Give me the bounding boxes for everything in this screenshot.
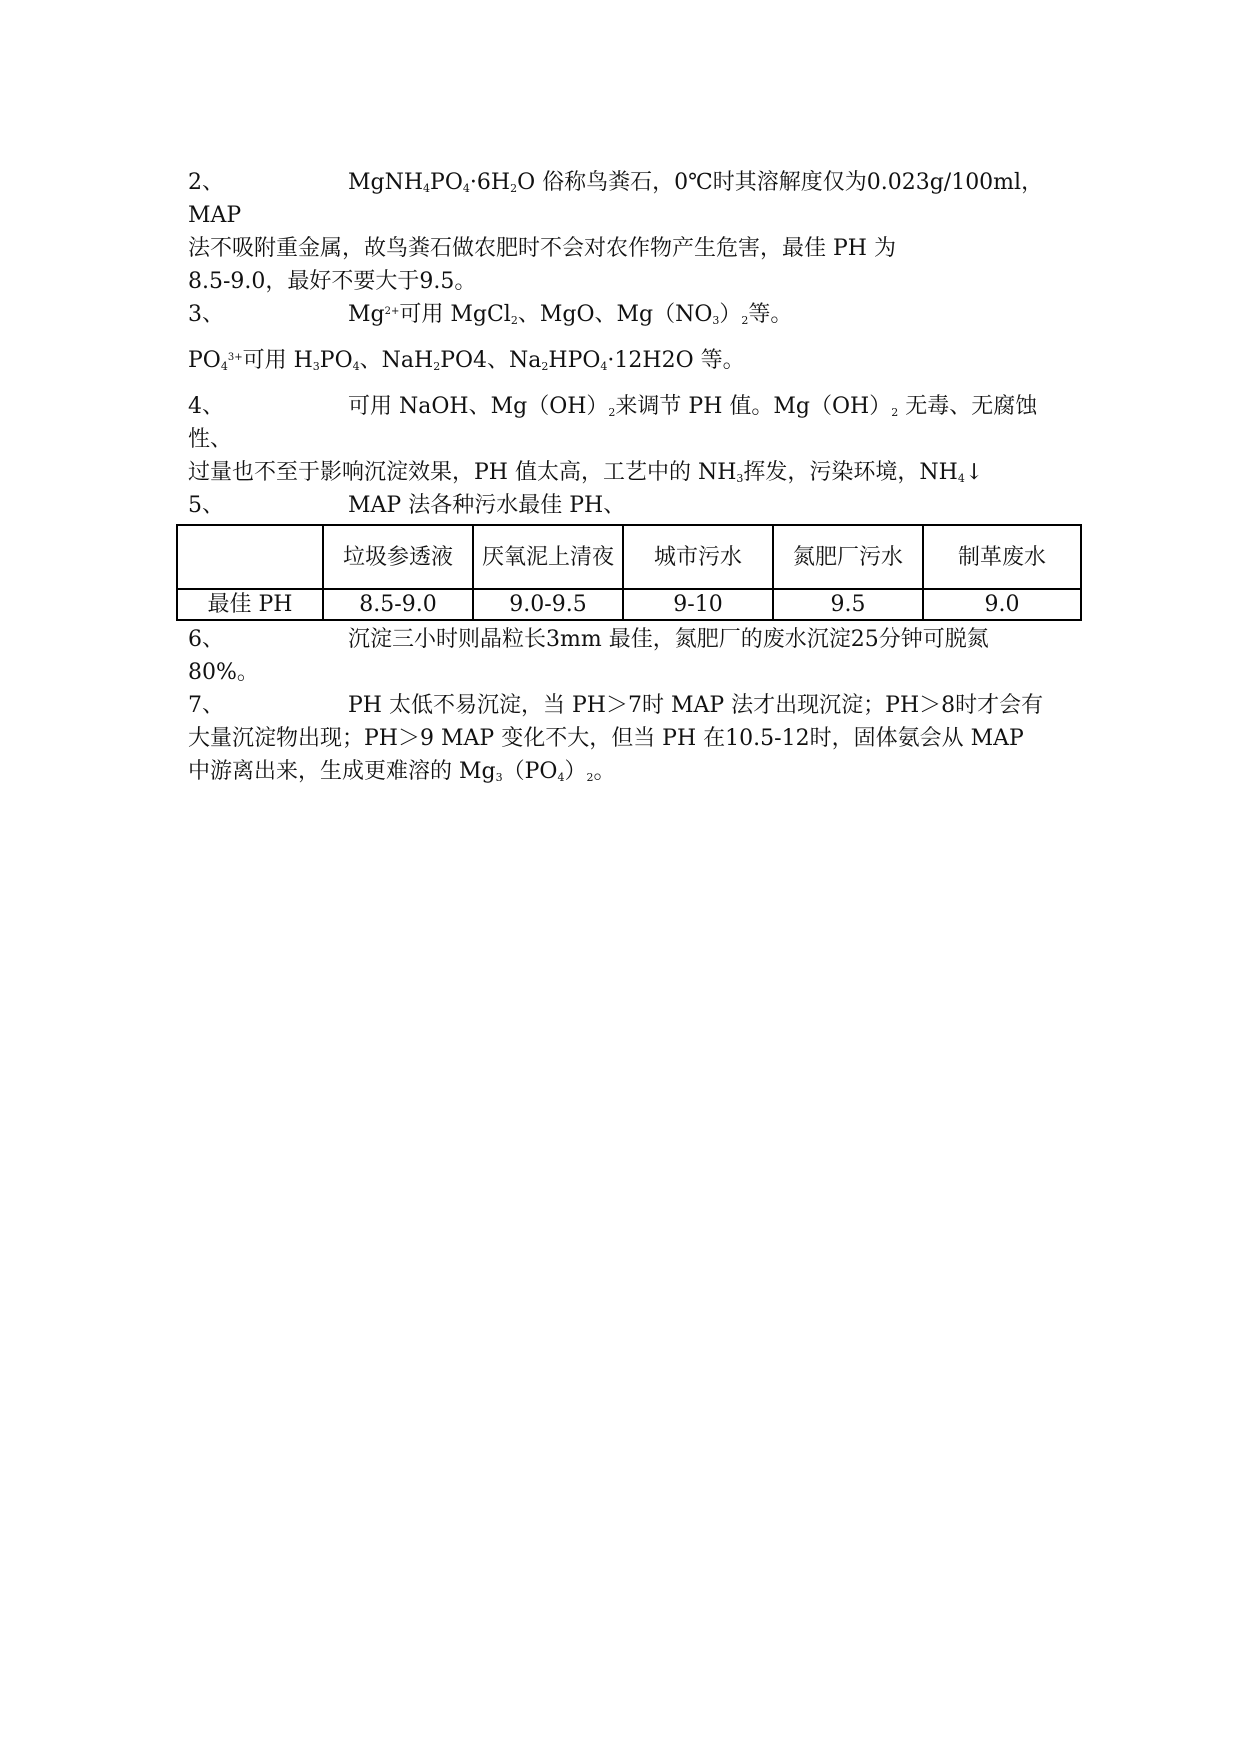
- superscript: 2+: [384, 306, 400, 317]
- ph-table-header-cell: 氮肥厂污水: [773, 525, 923, 589]
- item-number: 6、: [188, 627, 224, 652]
- subscript: 3: [736, 472, 744, 485]
- subscript: 4: [600, 360, 608, 373]
- paragraph-line: 中游离出来，生成更难溶的 $Mg_3(PO_4)_2$。: [188, 759, 616, 784]
- superscript: 3+: [227, 352, 243, 363]
- item-number: 5、: [188, 493, 224, 518]
- paragraph-line: 大量沉淀物出现；PH＞9 MAP 变化不大，但当 PH 在10.5-12时，固体氨会从 MAP: [188, 726, 1024, 751]
- item-number: 7、: [188, 693, 224, 718]
- item-number: 4、: [188, 394, 224, 419]
- ph-table-header-cell: 城市污水: [623, 525, 773, 589]
- paragraph-line: 3、 $Mg^{2+}$可用 MgCl$_2$、MgO、$Mg(NO_3)_2$等。: [188, 298, 1078, 331]
- subscript: 2: [433, 360, 441, 373]
- subscript: 4: [352, 360, 360, 373]
- ph-table-header-row: [177, 525, 1081, 589]
- ph-table-value-cell: 8.5-9.0: [323, 589, 473, 620]
- ph-table-value-cell: 9.0-9.5: [473, 589, 623, 620]
- paragraph-line: 8.5-9.0，最好不要大于9.5。: [188, 269, 477, 294]
- subscript: 2: [541, 360, 549, 373]
- ph-table-value-cell: 9.5: [773, 589, 923, 620]
- items-section-before-table: [188, 166, 1078, 522]
- paragraph-line: 法不吸附重金属，故鸟粪石做农肥时不会对农作物产生危害，最佳 PH 为: [188, 236, 896, 261]
- subscript: 2: [608, 406, 616, 419]
- paragraph-line: 2、 $MgNH_4PO_4\cdot 6H_2O$ 俗称鸟粪石，0℃时其溶解度仅为0.023g/100ml，MAP: [188, 166, 1078, 232]
- ph-table-value-cell: 9.0: [923, 589, 1081, 620]
- paragraph-line: 4、 可用 NaOH、$Mg(OH)_2$来调节 PH 值。$Mg(OH)_2$ 无毒、无腐蚀性、: [188, 390, 1078, 456]
- paragraph-line: 80%。: [188, 660, 259, 685]
- subscript: 4: [957, 472, 965, 485]
- item-number: 3、: [188, 302, 224, 327]
- document-body: [188, 166, 1078, 788]
- subscript: 3: [712, 314, 720, 327]
- item-number: 2、: [188, 170, 224, 195]
- subscript: 3: [312, 360, 320, 373]
- subscript: 4: [557, 771, 565, 784]
- subscript: 2: [510, 182, 518, 195]
- subscript: 2: [586, 771, 594, 784]
- subscript: 2: [510, 314, 518, 327]
- ph-table-row-label: 最佳 PH: [177, 589, 323, 620]
- ph-table: [176, 524, 1082, 621]
- subscript: 4: [462, 182, 470, 195]
- ph-table-header-cell: 垃圾参透液: [323, 525, 473, 589]
- ph-table-value-row: [177, 589, 1081, 620]
- paragraph-line: $PO_4^{3+}$可用 $H_3PO_4$、NaH$_2$PO4、$Na_2HPO_4\cdot 12H2O$ 等。: [188, 348, 745, 373]
- subscript: 4: [220, 360, 228, 373]
- ph-table-value-cell: 9-10: [623, 589, 773, 620]
- ph-table-header-cell: 厌氧泥上清夜: [473, 525, 623, 589]
- ph-table-header-cell: [177, 525, 323, 589]
- subscript: 4: [423, 182, 431, 195]
- paragraph-line: 6、 沉淀三小时则晶粒长3mm 最佳，氮肥厂的废水沉淀25分钟可脱氮: [188, 623, 1078, 656]
- paragraph-line: 过量也不至于影响沉淀效果，PH 值太高，工艺中的 $NH_3$挥发，污染环境，$NH_4↓$: [188, 460, 984, 485]
- subscript: 3: [495, 771, 503, 784]
- subscript: 2: [891, 406, 899, 419]
- paragraph-line: 7、 PH 太低不易沉淀，当 PH＞7时 MAP 法才出现沉淀；PH＞8时才会有: [188, 689, 1078, 722]
- ph-table-header-cell: 制革废水: [923, 525, 1081, 589]
- subscript: 2: [741, 314, 749, 327]
- items-section-after-table: [188, 623, 1078, 788]
- paragraph-line: 5、 MAP 法各种污水最佳 PH、: [188, 489, 1078, 522]
